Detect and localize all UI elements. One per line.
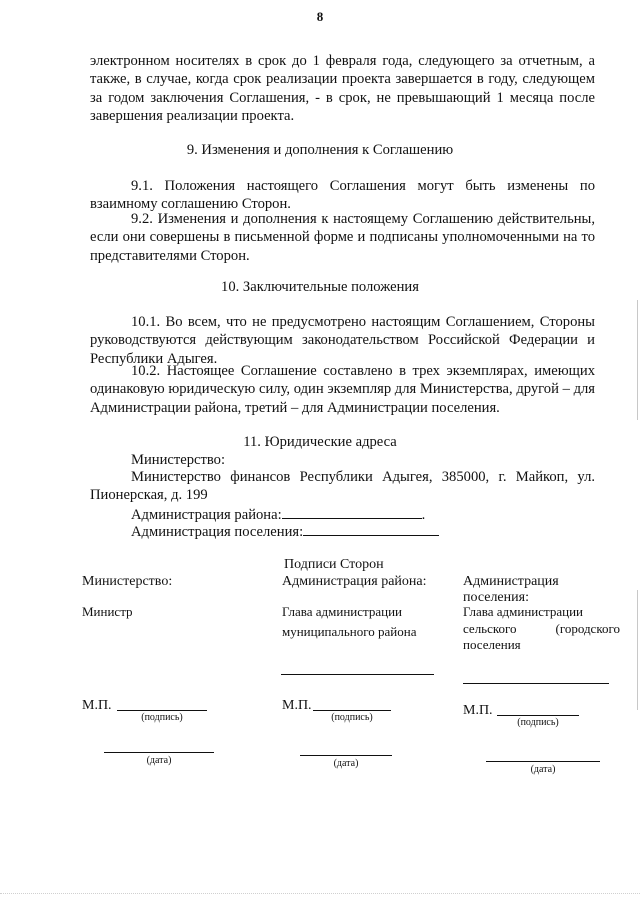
section-10-heading: 10. Заключительные положения: [221, 279, 419, 295]
intro-paragraph: электронном носителях в срок до 1 февраля года, следующего за отчетным, а также, в случае, когда срок реализации проекта завершается в году, следующем за годом заключения Соглашения, - в срок, не превышающий 1 месяца после завершения реализации проекта.: [90, 53, 595, 124]
settlement-mp-label: М.П.: [463, 703, 493, 718]
district-name-line: [281, 674, 434, 675]
district-date-caption: (дата): [333, 758, 359, 769]
ministry-date-caption: (дата): [146, 755, 172, 766]
settlement-signature-line: [497, 715, 579, 716]
signatures-heading: Подписи Сторон: [284, 557, 384, 572]
scan-edge-artifact: [637, 300, 638, 420]
settlement-date-caption: (дата): [530, 764, 556, 775]
settlement-party-label-line1: Администрация: [463, 574, 559, 589]
section-10-2-paragraph: 10.2. Настоящее Соглашение составлено в трех экземплярах, имеющих одинаковую юридическую силу, один экземпляр для Министерства, другой – для Администрации района, третий – для Администрации поселения.: [90, 363, 595, 416]
scan-bottom-artifact: [0, 893, 640, 894]
settlement-name-line: [463, 683, 609, 684]
section-9-1-paragraph: 9.1. Положения настоящего Соглашения могут быть изменены по взаимному соглашению Сторон.: [90, 178, 595, 213]
ministry-party-label: Министерство:: [82, 574, 173, 589]
ministry-position: Министр: [82, 604, 133, 619]
section-9-heading: 9. Изменения и дополнения к Соглашению: [186, 142, 454, 158]
ministry-date-line: [104, 752, 214, 753]
district-address-blank: [282, 504, 422, 519]
section-9-2-paragraph: 9.2. Изменения и дополнения к настоящему Соглашению действительны, если они совершены в письменной форме и подписаны уполномоченными на то представителями Сторон.: [90, 211, 595, 264]
district-mp-label: М.П.: [282, 698, 312, 713]
district-signature-line: [313, 710, 391, 711]
ministry-signature-caption: (подпись): [141, 712, 183, 723]
settlement-position-line2-b: (городского: [555, 621, 620, 636]
settlement-label: Администрация поселения:: [131, 524, 304, 540]
district-label: Администрация района:: [131, 507, 282, 523]
settlement-address-row: [131, 521, 439, 541]
settlement-position-line2-a: сельского: [463, 621, 517, 636]
ministry-address: Министерство финансов Республики Адыгея, 385000, г. Майкоп, ул. Пионерская, д. 199: [90, 469, 595, 504]
district-position-line1: Глава администрации: [282, 604, 403, 619]
settlement-position-line1: Глава администрации: [463, 604, 584, 619]
district-party-label: Администрация района:: [282, 574, 427, 589]
district-signature-caption: (подпись): [331, 712, 373, 723]
scan-edge-artifact: [637, 590, 638, 710]
ministry-mp-label: М.П.: [82, 698, 112, 713]
district-date-line: [300, 755, 392, 756]
district-tail: .: [421, 507, 426, 523]
section-10-1-paragraph: 10.1. Во всем, что не предусмотрено настоящим Соглашением, Стороны руководствуются действующим законодательством Российской Федерации и Республики Адыгея.: [90, 314, 595, 367]
settlement-party-label-line2: поселения:: [463, 590, 529, 605]
settlement-position-line3: поселения: [463, 637, 521, 652]
page-number: 8: [316, 9, 324, 24]
settlement-address-blank: [303, 521, 439, 536]
settlement-signature-caption: (подпись): [517, 717, 559, 728]
settlement-date-line: [486, 761, 600, 762]
ministry-signature-line: [117, 710, 207, 711]
district-position-line2: муниципального района: [282, 624, 417, 639]
ministry-label: Министерство:: [131, 452, 226, 468]
section-11-heading: 11. Юридические адреса: [243, 434, 397, 450]
